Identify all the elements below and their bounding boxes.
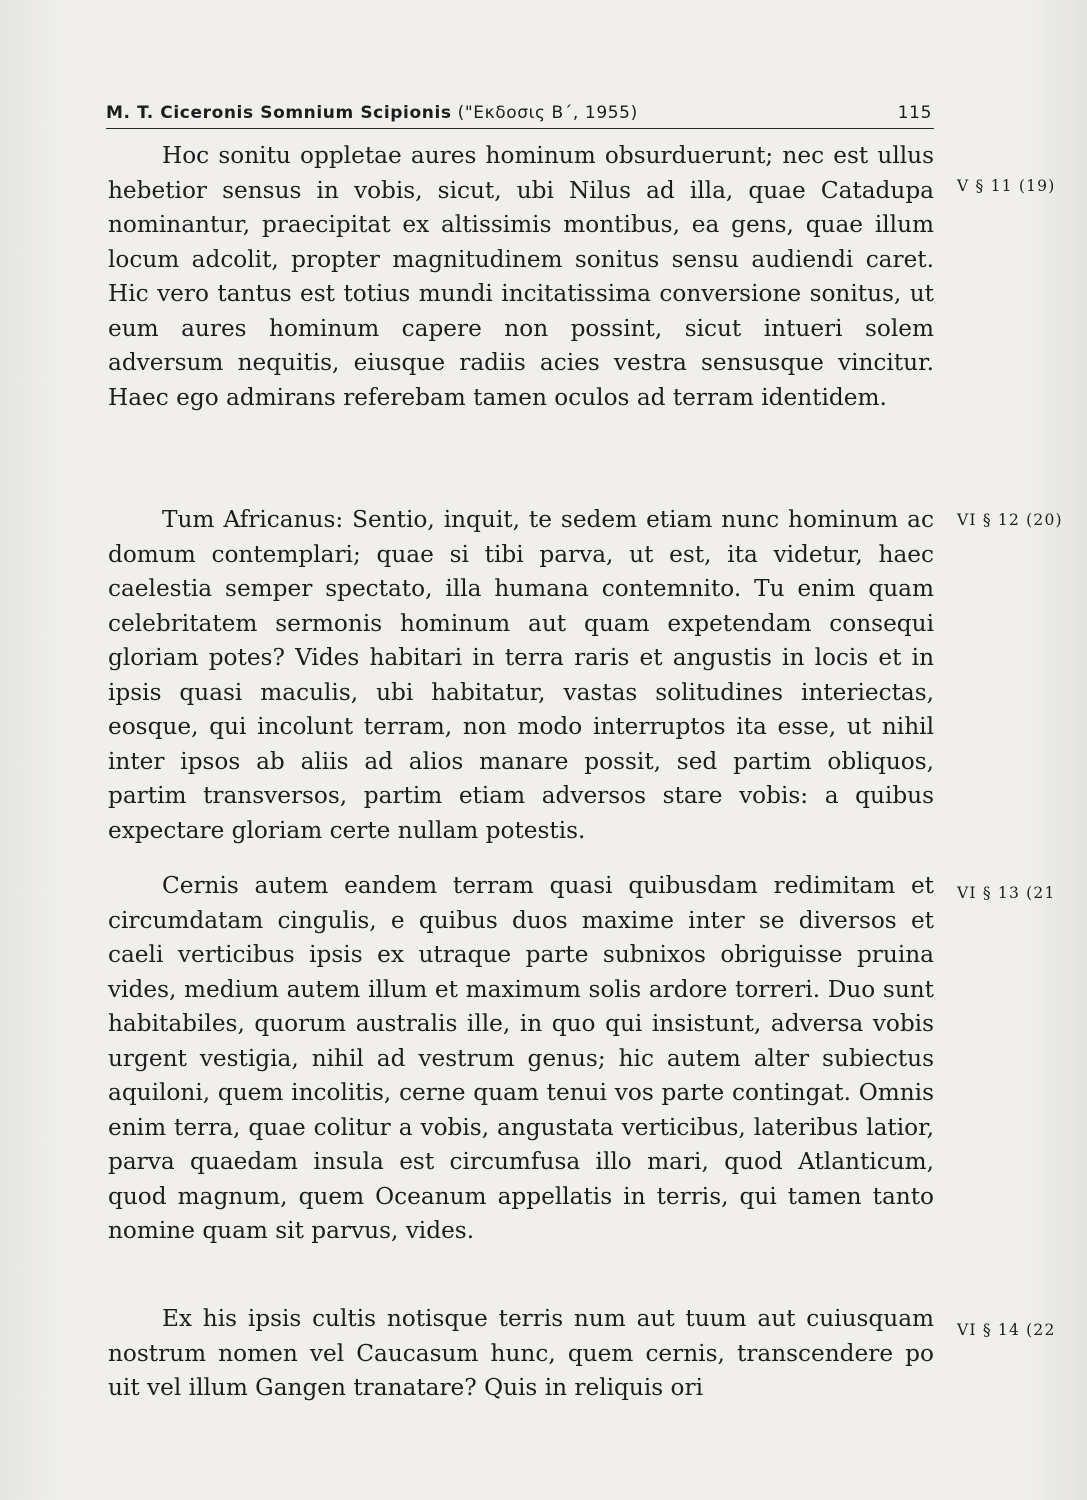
header-title-author: M. T. Ciceronis Somnium Scipionis [106,103,452,123]
paragraph-4: Ex his ipsis cultis notisque terris num aut tuum aut cuiusquam nostrum nomen vel Caucasum hunc, quem cernis, transcendere po uit vel illum Gangen tranatare? Quis in reliquis ori [108,1305,934,1401]
header-title [106,103,638,123]
paragraph-1: Hoc sonitu oppletae aures hominum obsurduerunt; nec est ullus hebetior sensus in vobis, sicut, ubi Nilus ad illa, quae Catadupa nominantur, praecipitat ex altissimis montibus, ea gens, quae illum locum adcolit, propter magnitudinem sonitus sensu audiendi caret. Hic vero tantus est totius mundi incitatissima conversione sonitus, ut eum aures hominum capere non possint, sicut intueri solem adversum nequitis, eiusque radiis acies vestra sensusque vincitur. Haec ego admirans referebam tamen oculos ad terram identidem. [108,142,934,411]
margin-reference-1: V § 11 (19) [957,177,1056,195]
paragraph-2: Tum Africanus: Sentio, inquit, te sedem etiam nunc hominum ac domum contemplari; quae si tibi parva, ut est, ita videtur, haec caelestia semper spectato, illa humana contemnito. Tu enim quam celebritatem sermonis hominum aut quam expetendam consequi gloriam potes? Vides habitari in terra raris et angustis in locis et in ipsis quasi maculis, ubi habitatur, vastas solitudines interiectas, eosque, qui incolunt terram, non modo interruptos ita esse, ut nihil inter ipsos ab aliis ad alios manare possit, sed partim obliquos, partim transversos, partim etiam adversos stare vobis: a quibus expectare gloriam certe nullam potestis. [108,506,934,844]
margin-reference-3: VI § 13 (21 [957,884,1056,902]
running-header [106,100,934,129]
margin-reference-4: VI § 14 (22 [957,1321,1056,1339]
paragraph-3: Cernis autem eandem terram quasi quibusdam redimitam et circumdatam cingulis, e quibus duos maxime inter se diversos et caeli verticibus ipsis ex utraque parte subnixos obriguisse pruina vides, medium autem illum et maximum solis ardore torreri. Duo sunt habitabiles, quorum australis ille, in quo qui insistunt, adversa vobis urgent vestigia, nihil ad vestrum genus; hic autem alter subiectus aquiloni, quem incolitis, cerne quam tenui vos parte contingat. Omnis enim terra, quae colitur a vobis, angustata verticibus, lateribus latior, parva quaedam insula est circumfusa illo mari, quod Atlanticum, quod magnum, quem Oceanum appellatis in terris, qui tamen tanto nomine quam sit parvus, vides. [108,872,934,1244]
margin-reference-2: VI § 12 (20) [957,511,1063,529]
header-title-edition: ("Εκδοσις Β΄, 1955) [457,103,638,123]
page-number: 115 [897,103,932,123]
